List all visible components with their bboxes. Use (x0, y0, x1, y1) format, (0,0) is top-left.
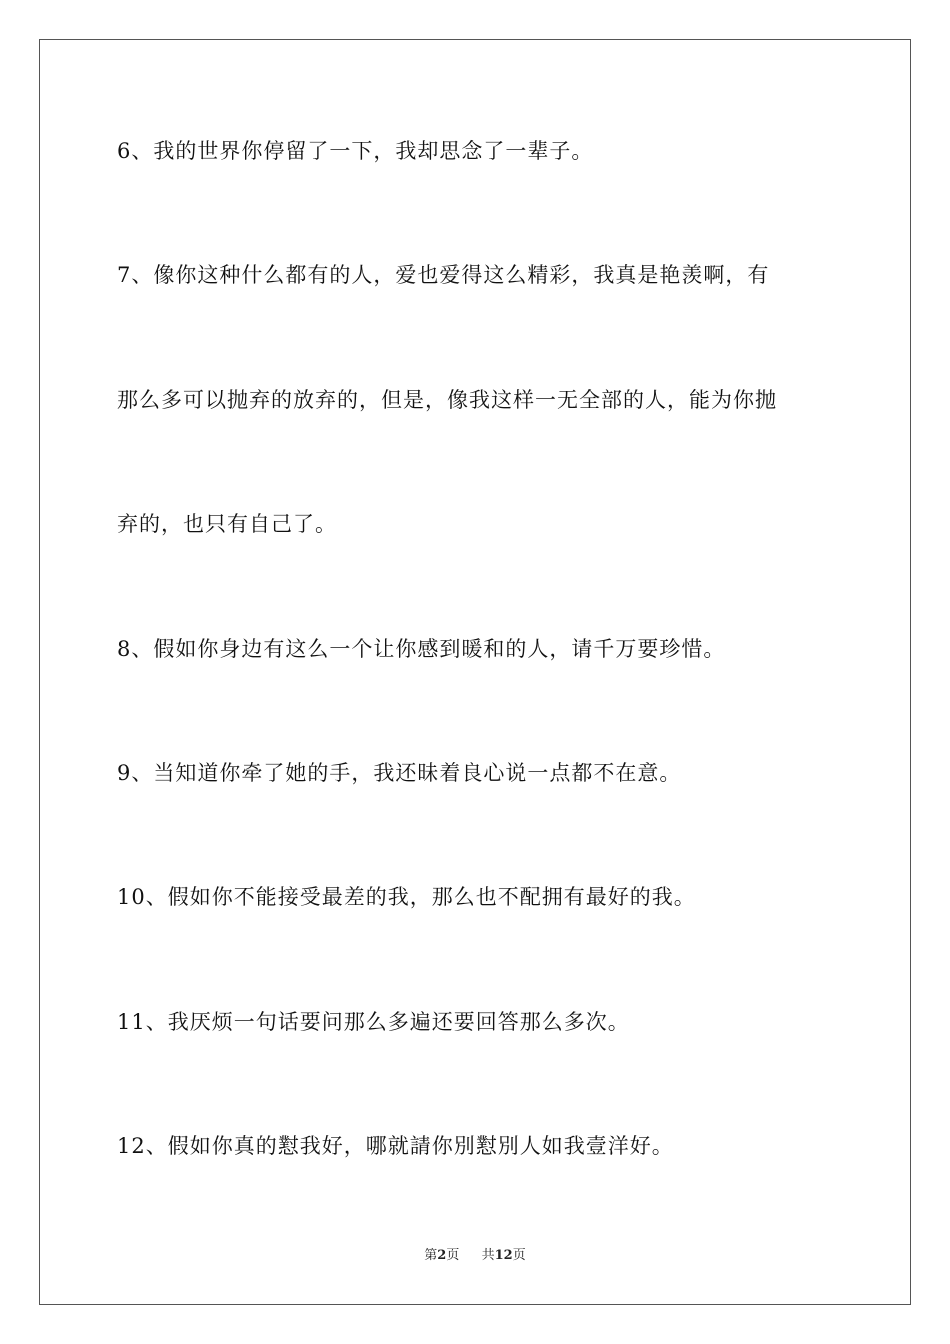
text-line-1: 6、我的世界你停留了一下，我却思念了一辈子。 (117, 139, 594, 163)
text-line-6: 9、当知道你牵了她的手，我还昧着良心说一点都不在意。 (117, 761, 682, 785)
text-line-5: 8、假如你身边有这么一个让你感到暖和的人，请千万要珍惜。 (117, 637, 726, 661)
page-number: 2 (437, 1248, 447, 1263)
text-line-4: 弃的，也只有自己了。 (117, 512, 337, 536)
page-indicator (424, 1247, 459, 1265)
total-suffix: 页 (512, 1248, 526, 1263)
text-line-7: 10、假如你不能接受最差的我，那么也不配拥有最好的我。 (117, 885, 696, 909)
text-line-9: 12、假如你真的懟我好，哪就請你別懟別人如我壹洋好。 (117, 1134, 674, 1158)
page-prefix: 第 (424, 1248, 438, 1263)
total-pages: 12 (494, 1248, 513, 1263)
text-line-2: 7、像你这种什么都有的人，爱也爱得这么精彩，我真是艳羡啊，有 (117, 263, 770, 287)
text-line-8: 11、我厌烦一句话要问那么多遍还要回答那么多次。 (117, 1010, 630, 1034)
text-line-3: 那么多可以抛弃的放弃的，但是，像我这样一无全部的人，能为你抛 (117, 388, 777, 412)
page-border (39, 39, 911, 1305)
page-suffix: 页 (446, 1248, 460, 1263)
total-prefix: 共 (481, 1248, 495, 1263)
total-pages-indicator (482, 1247, 526, 1265)
page-footer (0, 1247, 950, 1265)
